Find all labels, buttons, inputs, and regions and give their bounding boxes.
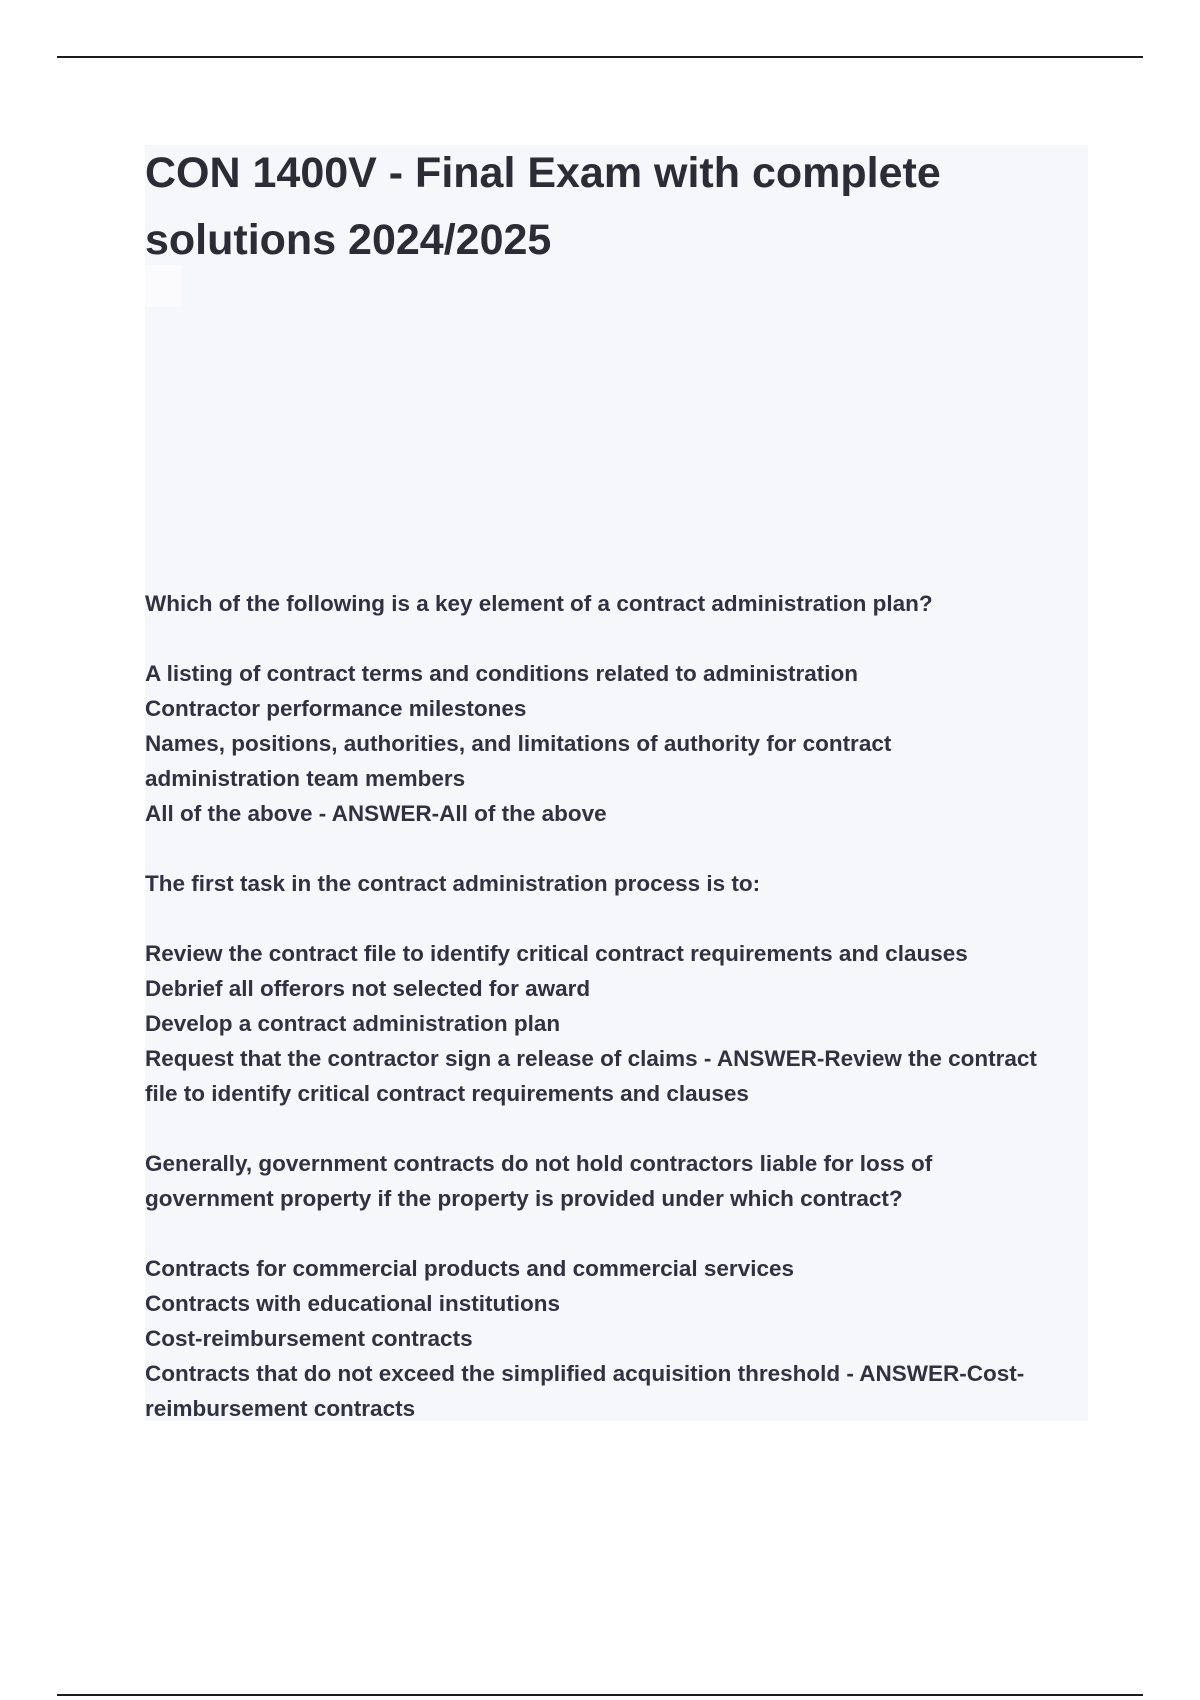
option-line: Develop a contract administration plan (145, 1011, 561, 1036)
option-line: Contracts for commercial products and commercial services (145, 1256, 794, 1281)
option-line: Debrief all offerors not selected for award (145, 976, 591, 1001)
option-line: Review the contract file to identify critical contract requirements and clauses (145, 941, 968, 966)
question-block (145, 1146, 1045, 1426)
option-line: Contracts with educational institutions (145, 1291, 561, 1316)
question-text: Which of the following is a key element of a contract administration plan? (145, 591, 933, 616)
question-list (145, 586, 1045, 1426)
question-text: The first task in the contract administration process is to: (145, 871, 761, 896)
title-spacer (145, 265, 181, 307)
answer-line: Contracts that do not exceed the simplified acquisition threshold - ANSWER-Cost-reimbursement contracts (145, 1361, 1025, 1421)
question-block (145, 586, 1045, 831)
question-block (145, 866, 1045, 1111)
option-line: Names, positions, authorities, and limitations of authority for contract administration team members (145, 731, 892, 791)
bottom-rule (57, 1694, 1143, 1696)
answer-line: Request that the contractor sign a release of claims - ANSWER-Review the contract file to identify critical contract requirements and clauses (145, 1046, 1037, 1106)
option-line: Cost-reimbursement contracts (145, 1326, 473, 1351)
page-title: CON 1400V - Final Exam with complete solutions 2024/2025 (145, 149, 941, 264)
option-line: Contractor performance milestones (145, 696, 527, 721)
answer-line: All of the above - ANSWER-All of the above (145, 801, 607, 826)
option-line: A listing of contract terms and conditions related to administration (145, 661, 858, 686)
question-text: Generally, government contracts do not hold contractors liable for loss of government property if the property is provided under which contract? (145, 1151, 933, 1211)
top-rule (57, 56, 1143, 58)
